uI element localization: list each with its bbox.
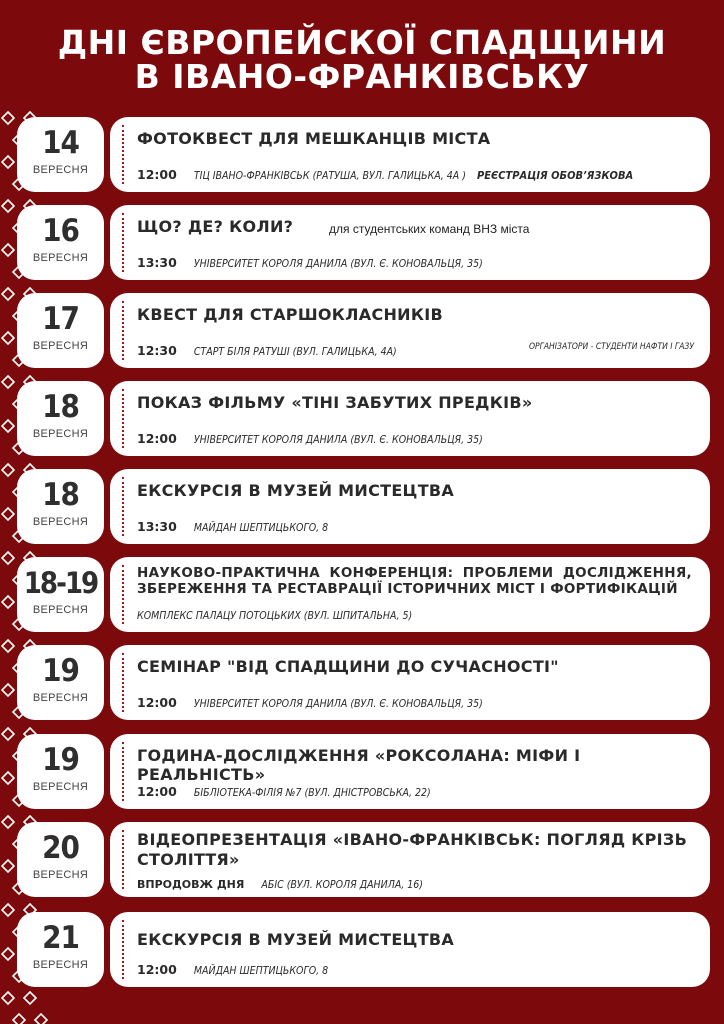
event-place: КОМПЛЕКС ПАЛАЦУ ПОТОЦЬКИХ (ВУЛ. ШПИТАЛЬНА, 5) bbox=[137, 610, 413, 622]
event-month: ВЕРЕСНЯ bbox=[32, 692, 89, 704]
event-day: 19 bbox=[42, 653, 79, 689]
event-info bbox=[137, 873, 696, 889]
event-month: ВЕРЕСНЯ bbox=[32, 869, 89, 881]
event-month: ВЕРЕСНЯ bbox=[32, 252, 89, 264]
event-title: КВЕСТ ДЛЯ СТАРШОКЛАСНИКІВ bbox=[137, 305, 443, 324]
event-card bbox=[110, 117, 710, 192]
event-time: 12:00 bbox=[137, 431, 177, 446]
event-info bbox=[137, 340, 696, 356]
event-title-text: ЩО? ДЕ? КОЛИ? bbox=[137, 217, 294, 236]
dotted-divider bbox=[122, 742, 124, 801]
event-row bbox=[0, 912, 724, 988]
event-time: 13:30 bbox=[137, 519, 177, 534]
event-organizers: ОРГАНІЗАТОРИ - СТУДЕНТИ НАФТИ І ГАЗУ bbox=[528, 342, 694, 352]
event-info bbox=[137, 516, 696, 532]
event-day: 17 bbox=[42, 301, 79, 337]
event-time: 12:00 bbox=[137, 695, 177, 710]
event-info bbox=[137, 781, 696, 797]
event-day: 20 bbox=[42, 830, 79, 866]
event-audience-note: для студентських команд ВНЗ міста bbox=[329, 222, 530, 236]
event-title: ЕКСКУРСІЯ В МУЗЕЙ МИСТЕЦТВА bbox=[137, 930, 455, 949]
event-title: ПОКАЗ ФІЛЬМУ «ТІНІ ЗАБУТИХ ПРЕДКІВ» bbox=[137, 393, 533, 412]
event-info bbox=[137, 164, 696, 180]
event-card bbox=[110, 912, 710, 987]
event-day: 18-19 bbox=[23, 566, 98, 600]
event-row bbox=[0, 117, 724, 193]
event-title: ЕКСКУРСІЯ В МУЗЕЙ МИСТЕЦТВА bbox=[137, 481, 455, 500]
event-row bbox=[0, 734, 724, 810]
event-registration-note: РЕЄСТРАЦІЯ ОБОВ’ЯЗКОВА bbox=[477, 169, 634, 182]
event-row bbox=[0, 469, 724, 545]
event-row bbox=[0, 645, 724, 721]
event-time: 12:00 bbox=[137, 784, 177, 799]
event-row bbox=[0, 381, 724, 457]
event-title: ФОТОКВЕСТ ДЛЯ МЕШКАНЦІВ МІСТА bbox=[137, 129, 491, 148]
dotted-divider bbox=[122, 920, 124, 979]
dotted-divider bbox=[122, 653, 124, 712]
event-day: 19 bbox=[42, 742, 79, 778]
event-card bbox=[110, 822, 710, 897]
event-card bbox=[110, 734, 710, 809]
date-card bbox=[17, 822, 104, 897]
event-row bbox=[0, 293, 724, 369]
event-day: 16 bbox=[42, 213, 79, 249]
dotted-divider bbox=[122, 125, 124, 184]
event-day: 18 bbox=[42, 477, 79, 513]
page-title bbox=[0, 23, 724, 96]
date-card bbox=[17, 734, 104, 809]
event-time: 12:00 bbox=[137, 962, 177, 977]
event-place: МАЙДАН ШЕПТИЦЬКОГО, 8 bbox=[193, 965, 329, 977]
event-row bbox=[0, 557, 724, 633]
event-time: ВПРОДОВЖ ДНЯ bbox=[137, 878, 245, 891]
event-place: СТАРТ БІЛЯ РАТУШІ (ВУЛ. ГАЛИЦЬКА, 4А) bbox=[193, 346, 397, 358]
ornament-diamond bbox=[35, 1014, 47, 1024]
event-month: ВЕРЕСНЯ bbox=[32, 164, 89, 176]
event-card bbox=[110, 469, 710, 544]
dotted-divider bbox=[122, 830, 124, 889]
date-card bbox=[17, 557, 104, 632]
event-row bbox=[0, 205, 724, 281]
date-card bbox=[17, 469, 104, 544]
event-place: УНІВЕРСИТЕТ КОРОЛЯ ДАНИЛА (ВУЛ. Є. КОНОВАЛЬЦЯ, 35) bbox=[193, 434, 483, 446]
event-title: СЕМІНАР "ВІД СПАДЩИНИ ДО СУЧАСНОСТІ" bbox=[137, 657, 559, 676]
event-card bbox=[110, 645, 710, 720]
event-month: ВЕРЕСНЯ bbox=[32, 516, 89, 528]
date-card bbox=[17, 381, 104, 456]
ornament-diamond bbox=[2, 992, 14, 1004]
event-place: УНІВЕРСИТЕТ КОРОЛЯ ДАНИЛА (ВУЛ. Є. КОНОВАЛЬЦЯ, 35) bbox=[193, 258, 483, 270]
event-month: ВЕРЕСНЯ bbox=[32, 428, 89, 440]
event-place: МАЙДАН ШЕПТИЦЬКОГО, 8 bbox=[193, 522, 329, 534]
event-month: ВЕРЕСНЯ bbox=[32, 959, 89, 971]
event-title bbox=[137, 217, 692, 236]
page-title-line2: В ІВАНО-ФРАНКІВСЬКУ bbox=[134, 57, 590, 96]
date-card bbox=[17, 912, 104, 987]
event-place: БІБЛІОТЕКА-ФІЛІЯ №7 (ВУЛ. ДНІСТРОВСЬКА, 22) bbox=[193, 787, 431, 799]
event-title: НАУКОВО-ПРАКТИЧНА КОНФЕРЕНЦІЯ: ПРОБЛЕМИ ДОСЛІДЖЕННЯ, ЗБЕРЕЖЕННЯ ТА РЕСТАВРАЦІЇ ІСТОРИЧНИХ МІСТ І ФОРТИФІКАЦІЙ bbox=[137, 565, 692, 597]
event-card bbox=[110, 293, 710, 368]
event-info bbox=[137, 428, 696, 444]
event-day: 18 bbox=[42, 389, 79, 425]
date-card bbox=[17, 117, 104, 192]
date-card bbox=[17, 293, 104, 368]
dotted-divider bbox=[122, 301, 124, 360]
date-card bbox=[17, 645, 104, 720]
event-row bbox=[0, 822, 724, 898]
ornament-diamond bbox=[13, 1014, 25, 1024]
event-card bbox=[110, 381, 710, 456]
event-info bbox=[137, 252, 696, 268]
event-info bbox=[137, 959, 696, 975]
event-card bbox=[110, 557, 710, 632]
date-card bbox=[17, 205, 104, 280]
event-place: УНІВЕРСИТЕТ КОРОЛЯ ДАНИЛА (ВУЛ. Є. КОНОВАЛЬЦЯ, 35) bbox=[193, 698, 483, 710]
event-title: ВІДЕОПРЕЗЕНТАЦІЯ «ІВАНО-ФРАНКІВСЬК: ПОГЛЯД КРІЗЬ СТОЛІТТЯ» bbox=[137, 830, 688, 869]
dotted-divider bbox=[122, 213, 124, 272]
event-info bbox=[137, 604, 696, 620]
event-day: 21 bbox=[42, 920, 79, 956]
dotted-divider bbox=[122, 477, 124, 536]
event-place: ТІЦ ІВАНО-ФРАНКІВСЬК (РАТУША, ВУЛ. ГАЛИЦЬКА, 4А ) bbox=[193, 170, 466, 182]
event-month: ВЕРЕСНЯ bbox=[32, 340, 89, 352]
page-title-line1: ДНІ ЄВРОПЕЙСКОЇ СПАДЩИНИ bbox=[57, 23, 667, 62]
event-time: 13:30 bbox=[137, 255, 177, 270]
event-month: ВЕРЕСНЯ bbox=[32, 604, 89, 616]
dotted-divider bbox=[122, 389, 124, 448]
event-day: 14 bbox=[42, 125, 79, 161]
event-place: АБІС (ВУЛ. КОРОЛЯ ДАНИЛА, 16) bbox=[261, 879, 423, 891]
dotted-divider bbox=[122, 565, 124, 624]
event-time: 12:30 bbox=[137, 343, 177, 358]
event-card bbox=[110, 205, 710, 280]
event-info bbox=[137, 692, 696, 708]
event-time: 12:00 bbox=[137, 167, 177, 182]
event-title: ГОДИНА-ДОСЛІДЖЕННЯ «РОКСОЛАНА: МІФИ І РЕАЛЬНІСТЬ» bbox=[137, 746, 581, 784]
ornament-diamond bbox=[24, 992, 36, 1004]
event-month: ВЕРЕСНЯ bbox=[32, 781, 89, 793]
